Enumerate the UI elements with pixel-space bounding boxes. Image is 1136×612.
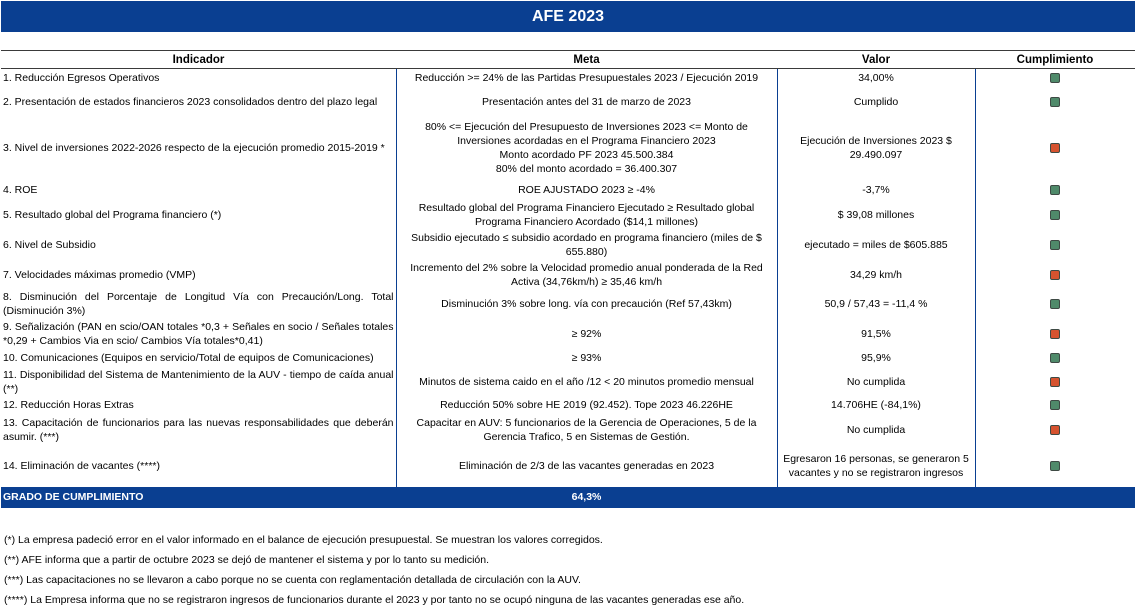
valor-cell [777,181,975,200]
indicador-cell: 5. Resultado global del Programa financiero (*) [3,209,222,221]
valor-cell [777,69,975,88]
meta-line: Capacitar en AUV: 5 funcionarios de la Gerencia de Operaciones, 5 de la Gerencia Trafico, 5 en Sistemas de Gestión. [416,417,757,443]
cumplimiento-cell [975,446,1135,487]
valor-cell [777,88,975,116]
meta-cell [396,88,777,116]
status-light-icon [1050,185,1060,195]
cumplimiento-cell [975,200,1135,231]
footnotes [4,530,1130,610]
status-light-icon [1050,270,1060,280]
valor-cell [777,446,975,487]
footnote: (*) La empresa padeció error en el valor informado en el balance de ejecución presupuestal. Se muestran los valores corregidos. [4,534,603,546]
indicador-cell: 12. Reducción Horas Extras [3,399,134,411]
valor-line: Ejecución de Inversiones 2023 $ 29.490.097 [800,135,952,161]
header-valor: Valor [777,51,975,69]
meta-line: Reducción >= 24% de las Partidas Presupuestales 2023 / Ejecución 2019 [414,72,759,85]
valor-line: Cumplido [853,95,899,108]
status-light-icon [1050,377,1060,387]
valor-line: Egresaron 16 personas, se generaron 5 vacantes y no se registraron ingresos [783,453,969,479]
table-row [1,349,1135,368]
valor-line: 50,9 / 57,43 = -11,4 % [824,298,928,310]
meta-line: ROE AJUSTADO 2023 ≥ -4% [518,184,655,196]
cumplimiento-cell [975,319,1135,349]
meta-line: Subsidio ejecutado ≤ subsidio acordado en programa financiero (miles de $ 655.880) [411,232,762,258]
table-row [1,181,1135,200]
total-value: 64,3% [396,487,777,508]
status-light-icon [1050,97,1060,107]
valor-cell [777,415,975,446]
cumplimiento-cell [975,181,1135,200]
header-indicador: Indicador [1,51,396,69]
status-light-icon [1050,461,1060,471]
cumplimiento-cell [975,69,1135,88]
cumplimiento-cell [975,349,1135,368]
header-cumplimiento: Cumplimiento [975,51,1135,69]
status-light-icon [1050,240,1060,250]
indicador-cell: 8. Disminución del Porcentaje de Longitud Vía con Precaución/Long. Total (Disminución 3%) [3,291,394,317]
footnote: (***) Las capacitaciones no se llevaron a cabo porque no se cuenta con reglamentación detallada de circulación con la AUV. [4,574,581,586]
table-row [1,415,1135,446]
valor-line: 91,5% [861,327,891,340]
valor-cell [777,260,975,290]
cumplimiento-cell [975,396,1135,415]
meta-cell [396,260,777,290]
indicador-cell: 10. Comunicaciones (Equipos en servicio/Total de equipos de Comunicaciones) [3,352,374,364]
meta-cell [396,396,777,415]
meta-line: 80% <= Ejecución del Presupuesto de Inversiones 2023 <= Monto de Inversiones acordadas en el Programa Financiero 2023 [425,121,748,147]
meta-line: Incremento del 2% sobre la Velocidad promedio anual ponderada de la Red Activa (34,76km/h) ≥ 35,46 km/h [410,261,763,288]
valor-line: 95,9% [861,352,891,364]
kpi-body [1,69,1135,487]
footnote: (**) AFE informa que a partir de octubre 2023 se dejó de mantener el sistema y por lo tanto su medición. [4,554,490,566]
status-light-icon [1050,299,1060,309]
status-light-icon [1050,143,1060,153]
status-light-icon [1050,353,1060,363]
valor-cell [777,290,975,319]
meta-cell [396,368,777,396]
indicador-cell: 13. Capacitación de funcionarios para las nuevas responsabilidades que deberán asumir. (***) [3,417,394,443]
meta-cell [396,200,777,231]
meta-cell [396,116,777,181]
meta-line: Disminución 3% sobre long. vía con precaución (Ref 57,43km) [441,298,732,310]
indicador-cell: 3. Nivel de inversiones 2022-2026 respecto de la ejecución promedio 2015-2019 * [3,142,385,154]
meta-line: ≥ 93% [571,352,602,364]
table-row [1,290,1135,319]
cumplimiento-cell [975,231,1135,260]
table-row [1,69,1135,88]
table-row [1,200,1135,231]
total-row [1,487,1135,508]
total-label: GRADO DE CUMPLIMIENTO [1,487,396,508]
total-empty-cumplimiento [975,487,1135,508]
meta-cell [396,231,777,260]
table-row [1,88,1135,116]
indicador-cell: 6. Nivel de Subsidio [3,239,96,251]
indicador-cell: 2. Presentación de estados financieros 2023 consolidados dentro del plazo legal [3,95,378,108]
valor-line: 34,29 km/h [850,268,902,281]
valor-line: $ 39,08 millones [837,209,915,221]
cumplimiento-cell [975,415,1135,446]
valor-line: No cumplida [846,424,906,436]
status-light-icon [1050,400,1060,410]
valor-cell [777,200,975,231]
meta-line: Minutos de sistema caido en el año /12 < 20 minutos promedio mensual [419,375,754,388]
meta-cell [396,319,777,349]
total-empty-valor [777,487,975,508]
table-row [1,396,1135,415]
status-light-icon [1050,329,1060,339]
table-row [1,116,1135,181]
meta-line: Reducción 50% sobre HE 2019 (92.452). Tope 2023 46.226HE [440,399,733,411]
valor-line: No cumplida [846,375,906,388]
meta-line: Resultado global del Programa Financiero Ejecutado ≥ Resultado global Programa Financiero Acordado ($14,1 millones) [418,202,755,228]
valor-cell [777,349,975,368]
cumplimiento-cell [975,260,1135,290]
valor-line: 34,00% [858,72,894,85]
table-row [1,368,1135,396]
indicador-cell: 1. Reducción Egresos Operativos [3,72,160,85]
cumplimiento-cell [975,368,1135,396]
indicador-cell: 7. Velocidades máximas promedio (VMP) [3,268,196,281]
kpi-table [1,50,1135,508]
table-row [1,260,1135,290]
meta-line: Eliminación de 2/3 de las vacantes generadas en 2023 [458,460,715,472]
meta-line: ≥ 92% [571,327,602,340]
header-meta: Meta [396,51,777,69]
meta-line: 80% del monto acordado = 36.400.307 [495,163,678,175]
indicador-cell: 9. Señalización (PAN en scio/OAN totales *0,3 + Señales en socio / Señales totales *0,29 + Cambios Via en scio/ Cambios Vía totales*0,41) [3,320,394,347]
report-title: AFE 2023 [1,1,1135,32]
meta-cell [396,290,777,319]
table-header-row [1,51,1135,69]
meta-cell [396,181,777,200]
meta-cell [396,446,777,487]
valor-line: ejecutado = miles de $605.885 [804,239,948,251]
footnote: (****) La Empresa informa que no se registraron ingresos de funcionarios durante el 2023 y por tanto no se ocupó ninguna de las vacantes generadas ese año. [4,594,745,606]
valor-cell [777,396,975,415]
meta-line: Monto acordado PF 2023 45.500.384 [499,149,674,161]
meta-cell [396,69,777,88]
meta-cell [396,415,777,446]
table-row [1,446,1135,487]
cumplimiento-cell [975,116,1135,181]
indicador-cell: 11. Disponibilidad del Sistema de Mantenimiento de la AUV - tiempo de caída anual (**) [3,368,394,395]
valor-cell [777,368,975,396]
valor-cell [777,116,975,181]
valor-line: 14.706HE (-84,1%) [831,399,921,411]
table-row [1,231,1135,260]
table-row [1,319,1135,349]
status-light-icon [1050,425,1060,435]
status-light-icon [1050,73,1060,83]
valor-cell [777,231,975,260]
indicador-cell: 14. Eliminación de vacantes (****) [3,460,160,472]
cumplimiento-cell [975,290,1135,319]
indicador-cell: 4. ROE [3,184,38,196]
valor-cell [777,319,975,349]
meta-line: Presentación antes del 31 de marzo de 2023 [482,95,691,108]
cumplimiento-cell [975,88,1135,116]
status-light-icon [1050,210,1060,220]
meta-cell [396,349,777,368]
valor-line: -3,7% [862,184,890,196]
